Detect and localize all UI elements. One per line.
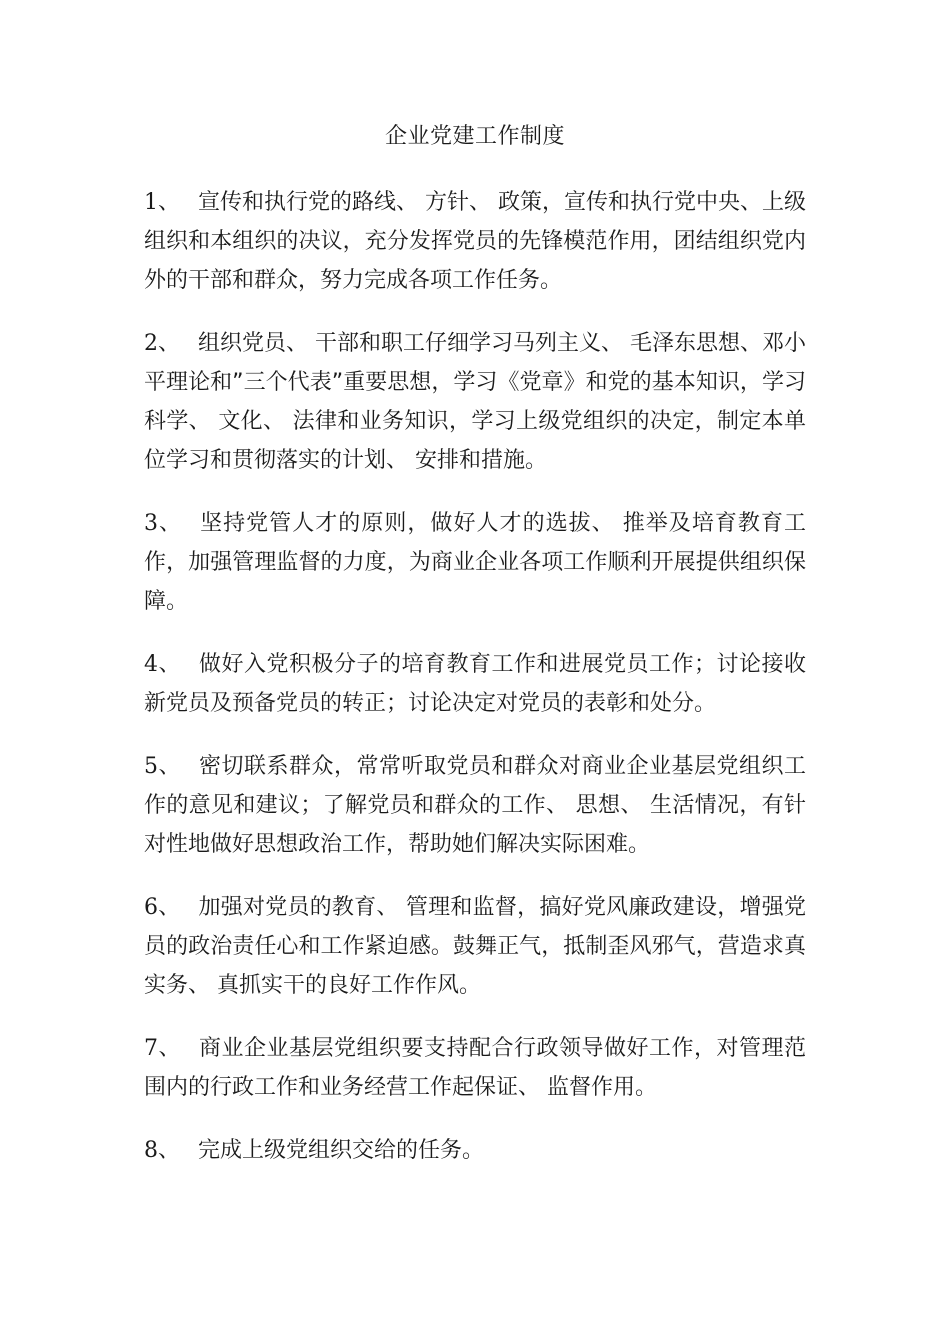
- regulation-item-3: [144, 504, 806, 621]
- item-text: 密切联系群众，常常听取党员和群众对商业企业基层党组织工作的意见和建议；了解党员和群众的工作、 思想、 生活情况，有针对性地做好思想政治工作，帮助她们解决实际困难。: [144, 754, 806, 857]
- document-title: 企业党建工作制度: [384, 124, 565, 149]
- item-text: 组织党员、 干部和职工仔细学习马列主义、 毛泽东思想、邓小平理论和”三个代表”重要思想，学习《党章》和党的基本知识，学习科学、 文化、 法律和业务知识，学习上级党组织的决定，制定本单位学习和贯彻落实的计划、 安排和措施。: [144, 331, 807, 473]
- item-number: 1: [144, 190, 158, 215]
- item-separator: 、: [158, 652, 181, 677]
- item-text: 坚持党管人才的原则，做好人才的选拔、 推举及培育教育工作，加强管理监督的力度，为商业企业各项工作顺利开展提供组织保障。: [144, 511, 806, 614]
- item-number: 5: [144, 754, 158, 779]
- item-text: 宣传和执行党的路线、 方针、 政策，宣传和执行党中央、上级组织和本组织的决议，充分发挥党员的先锋模范作用，团结组织党内外的干部和群众，努力完成各项工作任务。: [144, 190, 807, 293]
- item-number: 7: [144, 1036, 158, 1061]
- item-separator: 、: [158, 190, 181, 215]
- regulation-item-7: [144, 1029, 806, 1107]
- regulation-list: [144, 183, 806, 1194]
- item-text: 完成上级党组织交给的任务。: [198, 1138, 485, 1163]
- regulation-item-2: [144, 324, 806, 480]
- item-separator: 、: [158, 895, 181, 920]
- regulation-item-8: [144, 1131, 806, 1170]
- item-separator: 、: [158, 1138, 181, 1163]
- regulation-item-6: [144, 888, 806, 1005]
- item-number: 3: [144, 511, 158, 536]
- item-separator: 、: [158, 1036, 181, 1061]
- regulation-item-5: [144, 747, 806, 864]
- item-number: 6: [144, 895, 158, 920]
- item-number: 4: [144, 652, 158, 677]
- item-number: 8: [144, 1138, 158, 1163]
- regulation-item-1: [144, 183, 806, 300]
- item-number: 2: [144, 331, 158, 356]
- item-text: 加强对党员的教育、 管理和监督，搞好党风廉政建设，增强党员的政治责任心和工作紧迫感。鼓舞正气，抵制歪风邪气，营造求真实务、 真抓实干的良好工作作风。: [144, 895, 806, 998]
- item-separator: 、: [158, 754, 181, 779]
- regulation-item-4: [144, 645, 806, 723]
- item-separator: 、: [158, 511, 183, 536]
- item-text: 商业企业基层党组织要支持配合行政领导做好工作，对管理范围内的行政工作和业务经营工作起保证、 监督作用。: [144, 1036, 806, 1100]
- item-text: 做好入党积极分子的培育教育工作和进展党员工作；讨论接收新党员及预备党员的转正；讨论决定对党员的表彰和处分。: [144, 652, 806, 716]
- item-separator: 、: [158, 331, 181, 356]
